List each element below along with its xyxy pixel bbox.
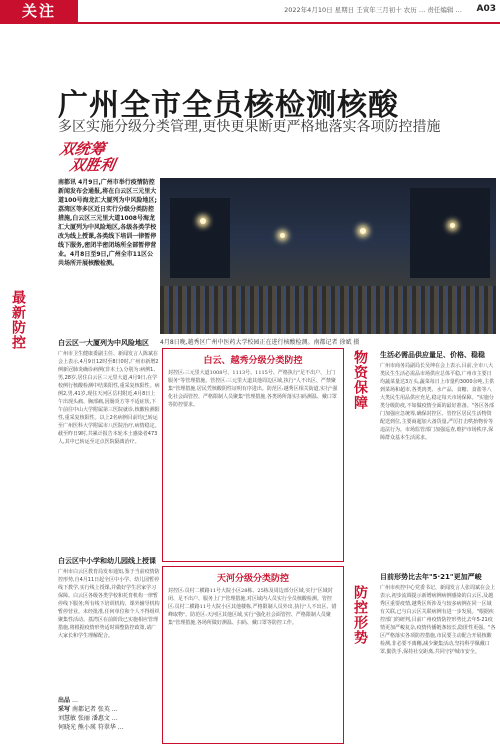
section-title-trend: 目前形势比去年"5·21"更加严峻 [380,573,482,581]
subheadline: 多区实施分级分类管理,更快更果断更严格地落实各项防控措施 [58,119,441,135]
section-body-material: 广州市商务局副局长吴坤在会上表示,目前,全市八大类民生生活必需品市场供应总体平稳,广州市主要日均蔬菜量达3万头,蔬菜每日上市量约3000余吨,主供到菜场和超市,各类肉类、水产品、食糖、食盐等八大类民生用品供应充足,稳定每天市场保障。"实施分类分级防疫,不如做疫情全面的最好准备。"各区各部门加强应急统筹,确保封控区、管控区居民生活物资配送到位,主要商超加大备货量,严厉打击哄抬物价等违法行为。市场监管部门加强巡查,维护市场秩序,保障群众基本生活需求。 [380,363,495,441]
section-body-schools: 广州市白云区教育局发布通知,鉴于当前疫情防控形势,自4月11日起全区中小学、幼儿园暂停线下教学,实行线上授课,并做好学生居家学习保障。白云区各级各类学校和托育机构一律暂停线下服务;所有线下培训机构、课外辅导机构暂停营业。未经批准,任何单位和个人不得组织聚集性活动。荔湾区在前阶段已实施相应管理措施,将根据疫情形势适时调整防控政策,请广大家长和学生理解配合。 [58,569,160,639]
section-title-material: 生活必需品供应量足、价格、稳稳 [380,351,485,359]
logo-line-1: 双统筹 [58,140,107,158]
tag-material-supply: 物资保障 [352,350,368,410]
photo-building-right [410,188,490,278]
section-tab: 关注 [0,0,78,22]
dateline: 2022年4月10日 星期日 壬寅年三月初十 农历 … 责任编辑 … [284,6,462,14]
section-body-trend: 广州市疾控中心党委书记、新闻发言人张周斌在会上表示,初步流调提示新增病例病例感染的白云区,及越秀区重要疫情,越秀区所涉及与较多病例在同一区域有关联,已与白云区关联病例有进一步发展。"根据疾控部门的研判,目前广州疫情防控形势比去年5·21疫情更加严峻复杂,疫情传播链条较长,隐匿性更强。"各区严格落实各项防控措施,市民要主动配合开展核酸检测,非必要不离穗,减少聚集活动,坚持科学佩戴口罩,勤洗手,保持社交距离,共同守护城市安全。 [380,585,496,655]
photo-lamp [360,228,366,234]
credit-value-1: … [71,697,78,704]
tag-epidemic-trend: 防控形势 [352,585,368,645]
photo-lamp [200,218,206,224]
photo-building-left [170,198,230,278]
photo-lamp [280,233,285,238]
photo-lamp [450,223,455,228]
box-title: 白云、越秀分级分类防控 [203,356,303,366]
logo-line-2: 双胜利 [68,156,117,174]
credit-value-4: 何晓光 熊小瑛 符翠华 … [58,724,124,731]
header-rule [0,22,500,24]
box-baiyun-yuexiu [162,348,344,562]
section-title-schools: 白云区中小学和幼儿园线上授课 [58,557,156,565]
tag-latest-prevention: 最新防控 [10,290,26,350]
news-photo [160,178,496,334]
section-body-baiyun: 广州市卫生健康委副主任、新闻发言人陈斌在会上表示,4月9日12时至8日0时,广州市新增2例新冠肺炎确诊病例(非本土),分别为:病例1,男,28岁,居住白云区三元里大道,4月9日,在学校例行核酸检测中结果阳性,重采复核阳性。病例2,男,41岁,现住天河区岳村附近,4月8日上午出现头痛、胸部痛,因肠炎方等不适症状,下午前往中山大学附属第三医院就诊,核酸检测阳性,重采复核阳性。以上2名病例目前均已转运至广州医科大学附属市八医院治疗,病情稳定。截至昨日9时,共累计报告本轮本土感染者473人,其中已转运至定点医院隔离治疗。 [58,351,160,445]
headline: 广州全市全员核检测核酸 [58,88,399,123]
box-body: 封控区:员村二横路11号大院小区28栋、25栋及周边部分区域,实行"区域封闭、足不出户、服务上门"管理措施,对区域内人员实行全员核酸检测。管控区:员村二横路11号大院小区其他楼栋,严格限制人员外出,执行"人不出区、错峰取物"。防范区:天河区其他区域,实行"强化社会面管控、严格限制人员聚集"管理措施,各场所做好测温、扫码、戴口罩等防控工作。 [168,588,337,626]
masthead [0,0,500,22]
campaign-logo [60,138,138,172]
credit-value-3: 刘慧敏 张丽 潘惠文 … [58,715,118,722]
photo-caption: 4月8日晚,越秀区广州中医药大学校园正在进行核酸检测。南都记者 徐斌 摄 [160,339,360,346]
lead-paragraph: 南都讯 4月9日,广州市举行疫情防控新闻发布会通报,将在白云区三元里大道100号海龙汇大厦列为中风险地区;荔湾区等多区近日实行分级分类防控措施,白云区三元里大道1008号海龙汇大厦列为中风险地区,各级各类学校改为线上授课,各类线下培训一律暂停线下服务,密闭半密闭场所全部暂停营业。4月8日至9日,广州全市11区公共场所开展核酸检测。 [58,179,157,267]
credit-value-2: 南都记者 张英 … [71,706,118,713]
credits [58,696,158,732]
page-number: A03 [476,4,496,14]
photo-crowd [160,286,496,334]
credit-label-2: 采写 [58,706,71,713]
box-title: 天河分级分类防控 [216,574,289,584]
section-title-baiyun: 白云区一大厦列为中风险地区 [58,339,149,347]
box-tianhe [162,566,344,744]
credit-label-1: 出品 [58,697,71,704]
box-body: 封控区:三元里大道1008号、1113号、1115号、严格执行"足不出户、上门服务"等管理措施。管控区:三元里大道其他周边区域,执行"人不出区、严禁聚集"管理措施,居民凭核酸阴性证明有序进出。防范区:越秀区相关街道,实行"强化社会面管控、严格限制人员聚集"管理措施,各类场所落实扫码测温、戴口罩等防控要求。 [168,370,338,408]
